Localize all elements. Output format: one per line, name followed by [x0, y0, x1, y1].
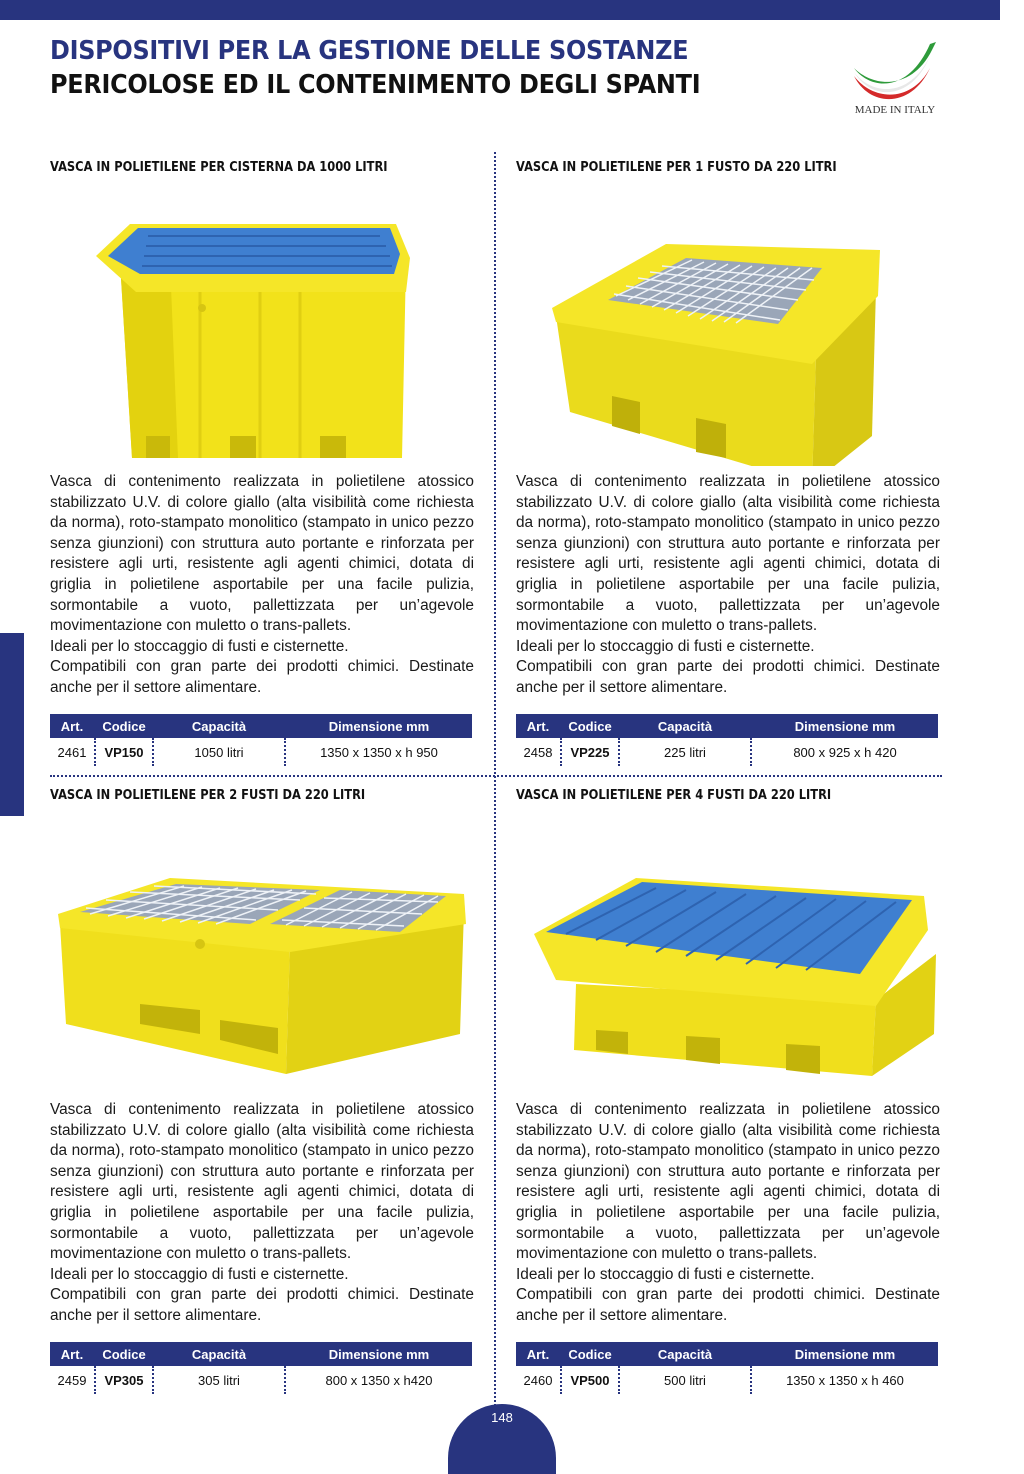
art-number: 2460: [523, 1372, 553, 1388]
description-main: Vasca di contenimento realizzata in polietilene atossico stabilizzato U.V. di colore giallo (alta visibilità come richiesta da norma), roto-stampato monolitico (stampato in unico pezzo senza giunzioni) con struttura auto portante e rinforzata per resistere agli urti, resistente agli agenti chimici, dotata di griglia in polietilene asportabile per una facile pulizia, sormontabile a vuoto, pallettizzata per un’agevole movimentazione con muletto o trans-pallets.: [50, 1101, 474, 1263]
table-row: [516, 1366, 938, 1394]
description-compatibility: Compatibili con gran parte dei prodotti chimici. Destinate anche per il settore alimentare.: [516, 658, 940, 696]
description-compatibility: Compatibili con gran parte dei prodotti chimici. Destinate anche per il settore alimentare.: [516, 1286, 940, 1324]
col-capacita: Capacità: [153, 714, 285, 738]
dimensions: 1350 x 1350 x h 950: [285, 738, 472, 766]
product-description: [50, 472, 474, 699]
single-drum-tray-image: [516, 196, 940, 466]
spec-header-row: [516, 1342, 938, 1366]
table-row: [50, 738, 472, 766]
description-compatibility: Compatibili con gran parte dei prodotti chimici. Destinate anche per il settore alimentare.: [50, 1286, 474, 1324]
product-code: VP500: [561, 1366, 619, 1394]
art-number: 2459: [57, 1372, 87, 1388]
top-color-bar: [0, 0, 1000, 20]
two-drum-tray-image: [50, 824, 474, 1094]
description-compatibility: Compatibili con gran parte dei prodotti chimici. Destinate anche per il settore alimentare.: [50, 658, 474, 696]
spec-table: [516, 1342, 938, 1394]
product-code: VP150: [95, 738, 153, 766]
product-description: [516, 472, 940, 699]
description-storage: Ideali per lo stoccaggio di fusti e cisternette.: [50, 637, 349, 655]
capacity: 305 litri: [153, 1366, 285, 1394]
spec-table: [516, 714, 938, 766]
spec-table: [50, 1342, 472, 1394]
product-description: [516, 1100, 940, 1327]
spec-header-row: [50, 1342, 472, 1366]
product-title: VASCA IN POLIETILENE PER 4 FUSTI DA 220 LITRI: [516, 788, 832, 803]
description-storage: Ideali per lo stoccaggio di fusti e cisternette.: [50, 1265, 349, 1283]
description-main: Vasca di contenimento realizzata in polietilene atossico stabilizzato U.V. di colore giallo (alta visibilità come richiesta da norma), roto-stampato monolitico (stampato in unico pezzo senza giunzioni) con struttura auto portante e rinforzata per resistere agli urti, resistente agli agenti chimici, dotata di griglia in polietilene asportabile per una facile pulizia, sormontabile a vuoto, pallettizzata per un’agevole movimentazione con muletto o trans-pallets.: [516, 1101, 940, 1263]
col-dimensione: Dimensione mm: [285, 1342, 472, 1366]
dimensions: 1350 x 1350 x h 460: [751, 1366, 938, 1394]
page-title-line1: DISPOSITIVI PER LA GESTIONE DELLE SOSTANZE: [50, 36, 689, 66]
side-tab: [0, 633, 24, 816]
col-dimensione: Dimensione mm: [751, 714, 938, 738]
col-codice: Codice: [561, 714, 619, 738]
table-row: [516, 738, 938, 766]
col-capacita: Capacità: [619, 1342, 751, 1366]
description-storage: Ideali per lo stoccaggio di fusti e cisternette.: [516, 1265, 815, 1283]
product-code: VP225: [561, 738, 619, 766]
spec-header-row: [50, 714, 472, 738]
table-row: [50, 1366, 472, 1394]
page-title-line2: PERICOLOSE ED IL CONTENIMENTO DEGLI SPANTI: [50, 70, 701, 100]
description-main: Vasca di contenimento realizzata in polietilene atossico stabilizzato U.V. di colore giallo (alta visibilità come richiesta da norma), roto-stampato monolitico (stampato in unico pezzo senza giunzioni) con struttura auto portante e rinforzata per resistere agli urti, resistente agli agenti chimici, dotata di griglia in polietilene asportabile per una facile pulizia, sormontabile a vuoto, pallettizzata per un’agevole movimentazione con muletto o trans-pallets.: [50, 473, 474, 635]
col-capacita: Capacità: [153, 1342, 285, 1366]
description-storage: Ideali per lo stoccaggio di fusti e cisternette.: [516, 637, 815, 655]
description-main: Vasca di contenimento realizzata in polietilene atossico stabilizzato U.V. di colore giallo (alta visibilità come richiesta da norma), roto-stampato monolitico (stampato in unico pezzo senza giunzioni) con struttura auto portante e rinforzata per resistere agli urti, resistente agli agenti chimici, dotata di griglia in polietilene asportabile per una facile pulizia, sormontabile a vuoto, pallettizzata per un’agevole movimentazione con muletto o trans-pallets.: [516, 473, 940, 635]
col-art: Art.: [516, 714, 561, 738]
col-codice: Codice: [561, 1342, 619, 1366]
col-dimensione: Dimensione mm: [285, 714, 472, 738]
col-dimensione: Dimensione mm: [751, 1342, 938, 1366]
page-number: 148: [448, 1404, 556, 1474]
spec-header-row: [516, 714, 938, 738]
ibc-tank-tray-image: [50, 196, 474, 466]
made-in-italy-text: MADE IN ITALY: [854, 104, 936, 116]
capacity: 225 litri: [619, 738, 751, 766]
vertical-divider: [494, 152, 496, 1442]
product-title: VASCA IN POLIETILENE PER 1 FUSTO DA 220 LITRI: [516, 160, 837, 175]
product-title: VASCA IN POLIETILENE PER 2 FUSTI DA 220 LITRI: [50, 788, 366, 803]
spec-table: [50, 714, 472, 766]
italy-flag-swoosh-icon: [850, 38, 940, 102]
col-art: Art.: [50, 1342, 95, 1366]
col-art: Art.: [516, 1342, 561, 1366]
col-codice: Codice: [95, 1342, 153, 1366]
horizontal-divider: [50, 775, 942, 777]
four-drum-tray-image: [516, 824, 940, 1094]
dimensions: 800 x 1350 x h420: [285, 1366, 472, 1394]
product-title: VASCA IN POLIETILENE PER CISTERNA DA 1000 LITRI: [50, 160, 388, 175]
col-capacita: Capacità: [619, 714, 751, 738]
product-description: [50, 1100, 474, 1327]
art-number: 2461: [57, 744, 87, 760]
col-codice: Codice: [95, 714, 153, 738]
capacity: 1050 litri: [153, 738, 285, 766]
capacity: 500 litri: [619, 1366, 751, 1394]
made-in-italy-logo: [850, 38, 940, 120]
product-code: VP305: [95, 1366, 153, 1394]
art-number: 2458: [523, 744, 553, 760]
col-art: Art.: [50, 714, 95, 738]
dimensions: 800 x 925 x h 420: [751, 738, 938, 766]
